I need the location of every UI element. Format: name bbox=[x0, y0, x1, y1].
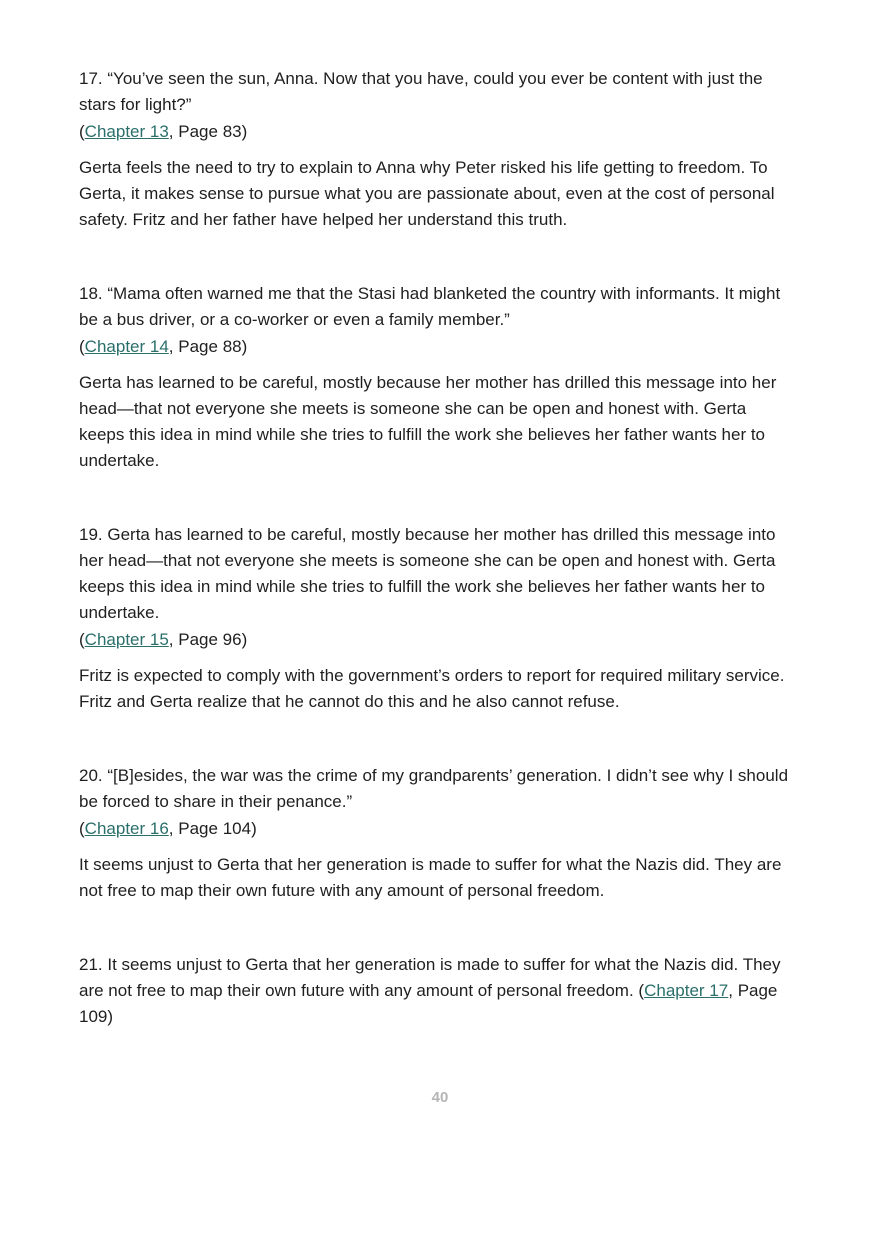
chapter-15-link[interactable]: Chapter 15 bbox=[84, 630, 169, 649]
analysis-text: Gerta has learned to be careful, mostly because her mother has drilled this message into her head—that not everyone she meets is someone she can be open and honest with. Gerta keeps this idea in mind while she tries to fulfill the work she believes her father wants her to undertake. bbox=[79, 373, 777, 470]
chapter-13-link[interactable]: Chapter 13 bbox=[84, 122, 169, 141]
chapter-14-link[interactable]: Chapter 14 bbox=[84, 337, 169, 356]
entry-number: 19. bbox=[79, 525, 103, 544]
quote-text bbox=[79, 522, 795, 626]
document-body bbox=[79, 66, 795, 1078]
quote-entry-21 bbox=[79, 952, 795, 1030]
quote-text bbox=[79, 763, 795, 815]
quote-entry-17 bbox=[79, 66, 795, 233]
quote-entry-20 bbox=[79, 763, 795, 904]
analysis-text: Gerta feels the need to try to explain to Anna why Peter risked his life getting to freedom. To Gerta, it makes sense to pursue what you are passionate about, even at the cost of personal safety. Fritz and her father have helped her understand this truth. bbox=[79, 158, 775, 229]
chapter-16-link[interactable]: Chapter 16 bbox=[84, 819, 169, 838]
quote-text bbox=[79, 281, 795, 333]
quote-content: It seems unjust to Gerta that her generation is made to suffer for what the Nazis did. They are not free to map their own future with any amount of personal freedom. bbox=[79, 955, 781, 1000]
page-number: 40 bbox=[431, 1089, 449, 1106]
page-reference: Page 88 bbox=[178, 337, 242, 356]
citation: (Chapter 14, Page 88) bbox=[79, 337, 248, 356]
quote-entry-18 bbox=[79, 281, 795, 474]
chapter-17-link[interactable]: Chapter 17 bbox=[644, 981, 729, 1000]
quote-content: “You’ve seen the sun, Anna. Now that you have, could you ever be content with just the stars for light?” bbox=[79, 69, 763, 114]
quote-entry-19 bbox=[79, 522, 795, 715]
analysis-text: It seems unjust to Gerta that her generation is made to suffer for what the Nazis did. They are not free to map their own future with any amount of personal freedom. bbox=[79, 855, 782, 900]
entry-number: 17. bbox=[79, 69, 103, 88]
quote-text bbox=[79, 66, 795, 118]
quote-content: Gerta has learned to be careful, mostly because her mother has drilled this message into her head—that not everyone she meets is someone she can be open and honest with. Gerta keeps this idea in mind while she tries to fulfill the work she believes her father wants her to undertake. bbox=[79, 525, 776, 622]
analysis-text: Fritz is expected to comply with the government’s orders to report for required military service. Fritz and Gerta realize that he cannot do this and he also cannot refuse. bbox=[79, 666, 785, 711]
citation: (Chapter 13, Page 83) bbox=[79, 122, 248, 141]
quote-text: 21. It seems unjust to Gerta that her generation is made to suffer for what the Nazis did. They are not free to map their own future with any amount of personal freedom. (Chapter 17, Page 109) bbox=[79, 955, 781, 1026]
entry-number: 18. bbox=[79, 284, 103, 303]
citation: (Chapter 15, Page 96) bbox=[79, 630, 248, 649]
entry-number: 20. bbox=[79, 766, 103, 785]
page-reference: Page 83 bbox=[178, 122, 242, 141]
entry-number: 21. bbox=[79, 955, 103, 974]
quote-content: “Mama often warned me that the Stasi had blanketed the country with informants. It might be a bus driver, or a co-worker or even a family member.” bbox=[79, 284, 781, 329]
page-reference: Page 109 bbox=[79, 981, 778, 1026]
citation: (Chapter 16, Page 104) bbox=[79, 819, 257, 838]
page-reference: Page 96 bbox=[178, 630, 242, 649]
page-reference: Page 104 bbox=[178, 819, 252, 838]
quote-content: “[B]esides, the war was the crime of my grandparents’ generation. I didn’t see why I should be forced to share in their penance.” bbox=[79, 766, 789, 811]
